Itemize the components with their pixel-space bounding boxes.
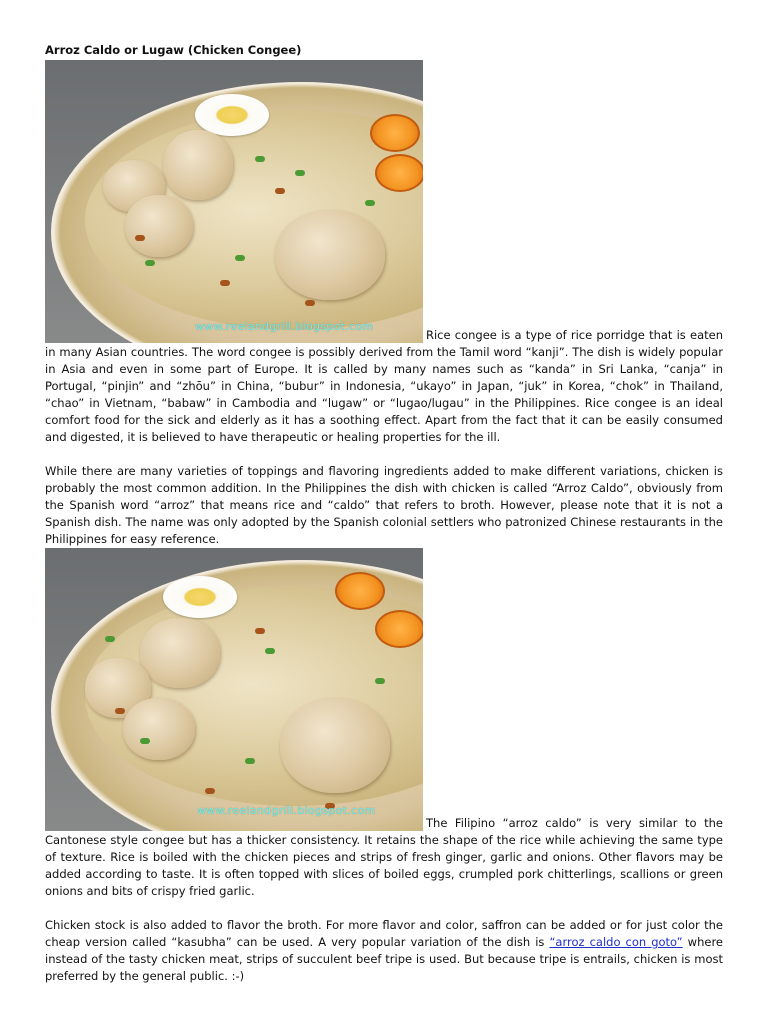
chicken-piece: [125, 195, 193, 257]
paragraph-text: Chicken stock is also added to flavor the broth. For more flavor and color, saffron can be added or for just color the cheap version called “kasubha” can be used. A very popular variation of the dish is: [45, 918, 723, 949]
section-2: [45, 548, 723, 900]
chicken-piece: [140, 618, 220, 688]
boiled-egg: [163, 576, 237, 618]
food-photo-1: [45, 60, 423, 343]
calamansi: [370, 114, 420, 152]
paragraph: Rice congee is a type of rice porridge that is eaten in many Asian countries. The word congee is possibly derived from the Tamil word “kanji”. The dish is widely popular in Asia and even in some part of Europe. It is called by many names such as “kanda” in Sri Lanka, “canja” in Portugal, “pinjin” and “zhōu” in China, “bubur” in Indonesia, “ukayo” in Japan, “juk” in Korea, “chok” in Thailand, “chao” in Vietnam, “babaw” in Cambodia and “lugaw” or “lugao/lugau” in the Philippines. Rice congee is an ideal comfort food for the sick and elderly as it has a soothing effect. Apart from the fact that it can be easily consumed and digested, it is believed to have therapeutic or healing properties for the ill.: [45, 328, 723, 444]
paragraph: [45, 917, 723, 985]
food-photo-2: [45, 548, 423, 831]
document-page: [45, 38, 723, 985]
chicken-piece: [280, 698, 390, 793]
chicken-piece: [163, 130, 233, 200]
chicken-piece: [275, 210, 385, 300]
photo-watermark: www.reelandgrill.blogspot.com: [197, 804, 376, 817]
calamansi: [375, 610, 423, 648]
page-title: Arroz Caldo or Lugaw (Chicken Congee): [45, 43, 302, 57]
photo-watermark: www.reelandgrill.blogspot.com: [195, 320, 374, 333]
calamansi: [375, 154, 423, 192]
section-1: [45, 60, 723, 446]
chicken-piece: [123, 698, 195, 760]
calamansi: [335, 572, 385, 610]
paragraph: The Filipino “arroz caldo” is very similar to the Cantonese style congee but has a thicker consistency. It retains the shape of the rice while achieving the same type of texture. Rice is boiled with the chicken pieces and strips of fresh ginger, garlic and onions. Other flavors may be added according to taste. It is often topped with slices of boiled eggs, crumpled pork chitterlings, scallions or green onions and bits of crispy fried garlic.: [45, 816, 723, 898]
arroz-caldo-con-goto-link[interactable]: “arroz caldo con goto”: [549, 935, 683, 949]
paragraph: While there are many varieties of toppings and flavoring ingredients added to make different variations, chicken is probably the most common addition. In the Philippines the dish with chicken is called “Arroz Caldo”, obviously from the Spanish word “arroz” that means rice and “caldo” that refers to broth. However, please note that it is not a Spanish dish. The name was only adopted by the Spanish colonial settlers who patronized Chinese restaurants in the Philippines for easy reference.: [45, 464, 723, 546]
paragraph-text: where instead of the tasty chicken meat, strips of succulent beef tripe is used. But because tripe is entrails, chicken is most preferred by the general public. :-): [45, 935, 723, 983]
